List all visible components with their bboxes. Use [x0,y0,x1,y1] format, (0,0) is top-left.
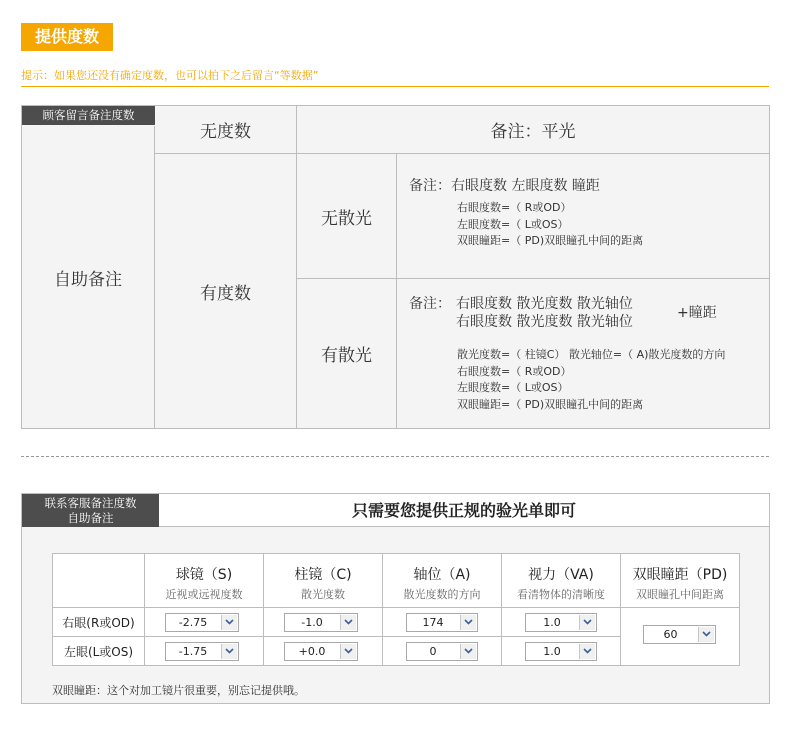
row-label-right [53,608,145,637]
footnote: 双眼瞳距：这个对加工镜片很重要，别忘记提供哦。 [52,684,305,697]
header-axis [383,554,502,608]
select-value: 60 [663,628,678,641]
panel-heading: 只需要您提供正规的验光单即可 [159,494,769,527]
has-power-label: 有度数 [200,283,251,304]
row-label-left [53,637,145,665]
note-line: 双眼瞳距=（ PD)双眼瞳孔中间的距离 [457,397,644,411]
header-cylinder [264,554,383,608]
note-line: 右眼度数=（ R或OD） [457,201,572,214]
header-sub: 近视或远视度数 [165,588,243,601]
cell-right-va [502,608,621,637]
astig-note-prefix: 备注： [409,296,451,312]
header-main: 轴位（A) [413,567,471,583]
prescription-panel [21,493,770,704]
cell-left-sphere [145,637,264,665]
right-cylinder-select[interactable] [284,613,358,632]
no-astig-cell [297,154,397,279]
has-astig-label: 有散光 [321,346,372,366]
no-astig-note-title: 备注：右眼度数 左眼度数 瞳距 [409,178,600,194]
left-sphere-select[interactable] [165,642,239,661]
right-sphere-select[interactable] [165,613,239,632]
select-value: 174 [422,616,444,629]
corner-cell [53,554,145,608]
left-axis-select[interactable] [406,642,478,661]
panel-tag-line2: 自助备注 [67,511,114,525]
select-value: +0.0 [298,645,326,658]
header-sphere [145,554,264,608]
chevron-down-icon[interactable] [579,644,595,659]
left-cylinder-select[interactable] [284,642,358,661]
header-pd [621,554,739,608]
no-astig-note-cell [397,154,769,279]
row-label-cell [22,126,155,428]
header-va [502,554,621,608]
right-axis-select[interactable] [406,613,478,632]
table-tag: 顾客留言备注度数 [22,106,155,125]
chevron-down-icon[interactable] [221,615,237,630]
chevron-down-icon[interactable] [340,644,356,659]
chevron-down-icon[interactable] [340,615,356,630]
header-sub: 散光度数的方向 [403,588,481,601]
astig-note-cell [397,279,769,428]
astig-note-line2: 右眼度数 散光度数 散光轴位 [456,314,633,330]
header-main: 柱镜（C) [294,567,352,583]
header-sub: 看清物体的清晰度 [517,588,605,601]
header-main: 球镜（S) [175,567,233,583]
astig-note-suffix: +瞳距 [677,305,717,321]
note-line: 左眼度数=（ L或OS） [457,217,569,231]
note-flat-label: 备注：平光 [490,122,576,142]
header-sub: 双眼瞳孔中间距离 [636,588,724,601]
row-label-text: 左眼(L或OS) [63,644,134,659]
chevron-down-icon[interactable] [460,615,476,630]
divider [21,86,769,87]
header-sub: 散光度数 [301,588,345,601]
note-line: 散光度数=（ 柱镜C） 散光轴位=（ A)散光度数的方向 [457,348,726,361]
select-value: 1.0 [543,616,561,629]
no-power-label: 无度数 [200,122,251,142]
select-value: -2.75 [178,616,208,629]
chevron-down-icon[interactable] [221,644,237,659]
cell-left-va [502,637,621,665]
cell-right-sphere [145,608,264,637]
astig-note-lines [457,347,725,413]
cell-right-cylinder [264,608,383,637]
has-astig-cell [297,279,397,428]
select-value: 0 [429,645,437,658]
no-astig-label: 无散光 [321,208,372,229]
has-power-cell [155,154,297,428]
note-line: 右眼度数=（ R或OD） [457,364,572,378]
dashed-divider [21,456,769,457]
pd-select[interactable] [643,625,716,644]
left-va-select[interactable] [525,642,597,661]
note-flat-cell [297,106,769,154]
note-line: 双眼瞳距=（ PD)双眼瞳孔中间的距离 [457,234,644,247]
cell-pd [621,608,739,665]
panel-tag-line1: 联系客服备注度数 [44,496,137,510]
row-label: 自助备注 [54,269,122,290]
hint-text: 提示：如果您还没有确定度数，也可以拍下之后留言“等数据” [21,69,319,82]
cell-right-axis [383,608,502,637]
header-main: 视力（VA) [528,567,594,583]
no-astig-note-lines [457,200,643,250]
prescription-grid [52,553,740,666]
row-label-text: 右眼(R或OD) [62,615,135,630]
select-value: -1.0 [301,616,323,629]
chevron-down-icon[interactable] [698,627,714,642]
cell-left-cylinder [264,637,383,665]
select-value: 1.0 [543,645,561,658]
chevron-down-icon[interactable] [460,644,476,659]
header-main: 双眼瞳距（PD) [632,567,728,583]
panel-tag [22,494,159,527]
astig-note-line1: 右眼度数 散光度数 散光轴位 [456,296,633,312]
chevron-down-icon[interactable] [579,615,595,630]
no-power-cell [155,106,297,154]
cell-left-axis [383,637,502,665]
note-line: 左眼度数=（ L或OS） [457,381,569,394]
select-value: -1.75 [178,645,208,658]
section-title: 提供度数 [21,23,113,51]
right-va-select[interactable] [525,613,597,632]
notes-table [21,105,770,429]
